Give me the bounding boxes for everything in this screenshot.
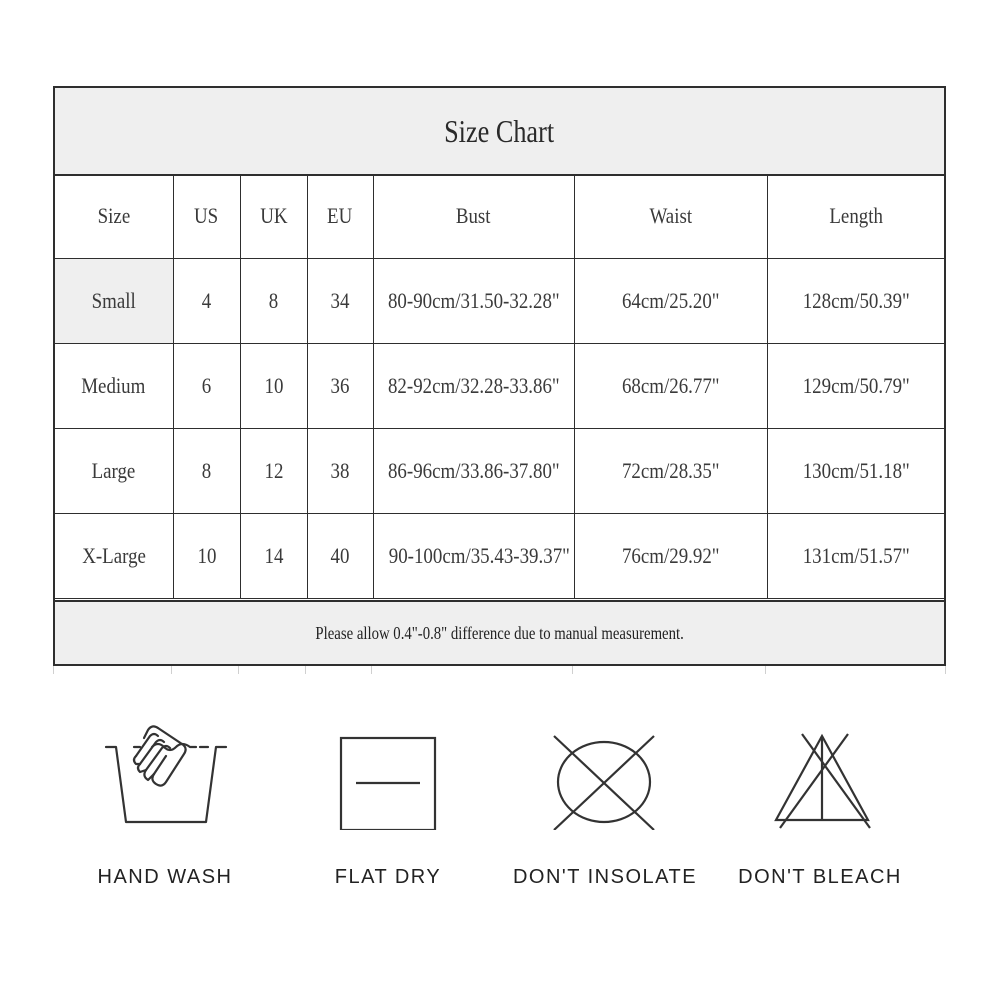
us-cell: 4: [173, 259, 240, 344]
bust-cell: 86-96cm/33.86-37.80": [373, 429, 574, 514]
us-cell: 6: [173, 344, 240, 429]
tick-mark: [765, 666, 766, 674]
eu-cell: 34: [307, 259, 373, 344]
uk-cell: 14: [240, 514, 307, 599]
header-cell: EU: [307, 174, 373, 259]
header-cell: UK: [240, 174, 307, 259]
note-row: [55, 600, 944, 664]
title-row: [55, 88, 944, 176]
waist-cell: 76cm/29.92": [574, 514, 767, 599]
waist-cell: 68cm/26.77": [574, 344, 767, 429]
measurement-note: Please allow 0.4"-0.8" difference due to manual measurement.: [315, 622, 684, 643]
waist-cell: 72cm/28.35": [574, 429, 767, 514]
waist-cell: 64cm/25.20": [574, 259, 767, 344]
dont-insolate-icon: [540, 720, 670, 830]
uk-cell: 10: [240, 344, 307, 429]
bust-cell: 82-92cm/32.28-33.86": [373, 344, 574, 429]
column-tick-marks: [0, 666, 1000, 676]
tick-mark: [305, 666, 306, 674]
care-item-flat-dry: [288, 720, 488, 920]
tick-mark: [572, 666, 573, 674]
flat-dry-icon: [328, 720, 448, 830]
hand-wash-icon: [100, 720, 230, 830]
table-row: [55, 259, 944, 344]
header-cell: Waist: [574, 174, 767, 259]
bust-cell: 90-100cm/35.43-39.37": [373, 514, 574, 599]
table-row: [55, 344, 944, 429]
uk-cell: 8: [240, 259, 307, 344]
eu-cell: 36: [307, 344, 373, 429]
uk-cell: 12: [240, 429, 307, 514]
header-row: [55, 174, 944, 259]
care-label: FLAT DRY: [334, 866, 442, 888]
eu-cell: 38: [307, 429, 373, 514]
length-cell: 131cm/51.57": [767, 514, 944, 599]
size-cell: X-Large: [55, 514, 173, 599]
size-table: [55, 174, 944, 599]
table-row: [55, 514, 944, 599]
tick-mark: [371, 666, 372, 674]
header-cell: Size: [55, 174, 173, 259]
header-cell: US: [173, 174, 240, 259]
length-cell: 129cm/50.79": [767, 344, 944, 429]
care-label: DON'T INSOLATE: [512, 866, 698, 888]
tick-mark: [238, 666, 239, 674]
tick-mark: [171, 666, 172, 674]
care-item-hand-wash: [65, 720, 265, 920]
size-cell: Large: [55, 429, 173, 514]
tick-mark: [53, 666, 54, 674]
care-item-dont-insolate: [505, 720, 705, 920]
care-label: HAND WASH: [97, 866, 233, 888]
size-chart: [53, 86, 946, 666]
eu-cell: 40: [307, 514, 373, 599]
header-cell: Bust: [373, 174, 574, 259]
bust-cell: 80-90cm/31.50-32.28": [373, 259, 574, 344]
us-cell: 8: [173, 429, 240, 514]
dont-bleach-icon: [760, 720, 880, 830]
care-label: DON'T BLEACH: [738, 866, 902, 888]
size-cell: Medium: [55, 344, 173, 429]
size-cell: Small: [55, 259, 173, 344]
us-cell: 10: [173, 514, 240, 599]
table-row: [55, 429, 944, 514]
length-cell: 130cm/51.18": [767, 429, 944, 514]
length-cell: 128cm/50.39": [767, 259, 944, 344]
tick-mark: [945, 666, 946, 674]
care-item-dont-bleach: [720, 720, 920, 920]
header-cell: Length: [767, 174, 944, 259]
chart-title: Size Chart: [444, 112, 555, 149]
